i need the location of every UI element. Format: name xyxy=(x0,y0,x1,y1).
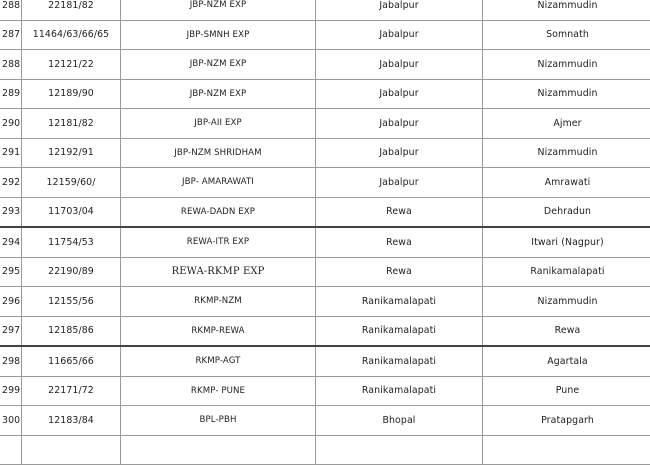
train-name-cell: BPL-PBH xyxy=(121,406,316,436)
train-number-cell: 11703/04 xyxy=(22,197,121,227)
train-number-cell xyxy=(22,435,121,465)
train-number-cell: 11754/53 xyxy=(22,227,121,257)
serial-number-cell xyxy=(0,435,22,465)
origin-cell: Jabalpur xyxy=(316,109,483,139)
destination-cell: Ranikamalapati xyxy=(483,257,650,287)
table-row xyxy=(0,0,650,20)
table-row xyxy=(0,287,650,317)
serial-number-cell: 300 xyxy=(0,406,22,436)
destination-cell: Ajmer xyxy=(483,109,650,139)
table-row xyxy=(0,316,650,346)
destination-cell: Amrawati xyxy=(483,168,650,198)
origin-cell xyxy=(316,435,483,465)
serial-number-cell: 299 xyxy=(0,376,22,406)
table-row xyxy=(0,376,650,406)
origin-cell: Ranikamalapati xyxy=(316,346,483,376)
train-number-cell: 12121/22 xyxy=(22,50,121,80)
destination-cell: Pune xyxy=(483,376,650,406)
train-name-cell: JBP-SMNH EXP xyxy=(121,20,316,50)
serial-number-cell: 288 xyxy=(0,0,22,20)
serial-number-cell: 290 xyxy=(0,109,22,139)
origin-cell: Jabalpur xyxy=(316,79,483,109)
train-number-cell: 22171/72 xyxy=(22,376,121,406)
serial-number-cell: 293 xyxy=(0,197,22,227)
train-name-cell: REWA-ITR EXP xyxy=(121,227,316,257)
destination-cell: Nizammudin xyxy=(483,287,650,317)
table-row xyxy=(0,346,650,376)
table-row xyxy=(0,435,650,465)
train-name-cell: JBP-NZM EXP xyxy=(121,50,316,80)
train-number-cell: 12185/86 xyxy=(22,316,121,346)
train-name-cell: JBP- AMARAWATI xyxy=(121,168,316,198)
train-name-cell: JBP-AII EXP xyxy=(121,109,316,139)
train-number-cell: 12155/56 xyxy=(22,287,121,317)
origin-cell: Rewa xyxy=(316,197,483,227)
table-row xyxy=(0,168,650,198)
table-row xyxy=(0,79,650,109)
train-number-cell: 12192/91 xyxy=(22,138,121,168)
train-number-cell: 12189/90 xyxy=(22,79,121,109)
table-row xyxy=(0,257,650,287)
table-row xyxy=(0,109,650,139)
destination-cell: Nizammudin xyxy=(483,138,650,168)
table-row xyxy=(0,50,650,80)
train-name-cell: JBP-NZM SHRIDHAM xyxy=(121,138,316,168)
train-name-cell: JBP-NZM EXP xyxy=(121,0,316,20)
serial-number-cell: 287 xyxy=(0,20,22,50)
train-name-cell: RKMP-NZM xyxy=(121,287,316,317)
train-name-cell: REWA-DADN EXP xyxy=(121,197,316,227)
table-row xyxy=(0,406,650,436)
train-number-cell: 11464/63/66/65 xyxy=(22,20,121,50)
origin-cell: Jabalpur xyxy=(316,0,483,20)
serial-number-cell: 292 xyxy=(0,168,22,198)
origin-cell: Jabalpur xyxy=(316,50,483,80)
train-name-cell: REWA-RKMP EXP xyxy=(121,257,316,287)
train-number-cell: 12183/84 xyxy=(22,406,121,436)
table-row xyxy=(0,227,650,257)
table-row xyxy=(0,138,650,168)
train-name-cell xyxy=(121,435,316,465)
table-row xyxy=(0,197,650,227)
origin-cell: Ranikamalapati xyxy=(316,316,483,346)
destination-cell xyxy=(483,435,650,465)
origin-cell: Rewa xyxy=(316,227,483,257)
train-number-cell: 22181/82 xyxy=(22,0,121,20)
serial-number-cell: 288 xyxy=(0,50,22,80)
destination-cell: Agartala xyxy=(483,346,650,376)
train-number-cell: 22190/89 xyxy=(22,257,121,287)
train-name-cell: RKMP-AGT xyxy=(121,346,316,376)
train-number-cell: 11665/66 xyxy=(22,346,121,376)
destination-cell: Nizammudin xyxy=(483,50,650,80)
serial-number-cell: 296 xyxy=(0,287,22,317)
destination-cell: Nizammudin xyxy=(483,0,650,20)
serial-number-cell: 297 xyxy=(0,316,22,346)
destination-cell: Rewa xyxy=(483,316,650,346)
serial-number-cell: 291 xyxy=(0,138,22,168)
train-name-cell: JBP-NZM EXP xyxy=(121,79,316,109)
origin-cell: Ranikamalapati xyxy=(316,287,483,317)
serial-number-cell: 298 xyxy=(0,346,22,376)
destination-cell: Pratapgarh xyxy=(483,406,650,436)
origin-cell: Bhopal xyxy=(316,406,483,436)
origin-cell: Jabalpur xyxy=(316,168,483,198)
serial-number-cell: 295 xyxy=(0,257,22,287)
destination-cell: Somnath xyxy=(483,20,650,50)
destination-cell: Dehradun xyxy=(483,197,650,227)
train-number-cell: 12159/60/ xyxy=(22,168,121,198)
train-number-cell: 12181/82 xyxy=(22,109,121,139)
train-name-cell: RKMP- PUNE xyxy=(121,376,316,406)
origin-cell: Ranikamalapati xyxy=(316,376,483,406)
origin-cell: Jabalpur xyxy=(316,138,483,168)
destination-cell: Nizammudin xyxy=(483,79,650,109)
train-name-cell: RKMP-REWA xyxy=(121,316,316,346)
serial-number-cell: 294 xyxy=(0,227,22,257)
destination-cell: Itwari (Nagpur) xyxy=(483,227,650,257)
serial-number-cell: 289 xyxy=(0,79,22,109)
origin-cell: Rewa xyxy=(316,257,483,287)
origin-cell: Jabalpur xyxy=(316,20,483,50)
table-row xyxy=(0,20,650,50)
